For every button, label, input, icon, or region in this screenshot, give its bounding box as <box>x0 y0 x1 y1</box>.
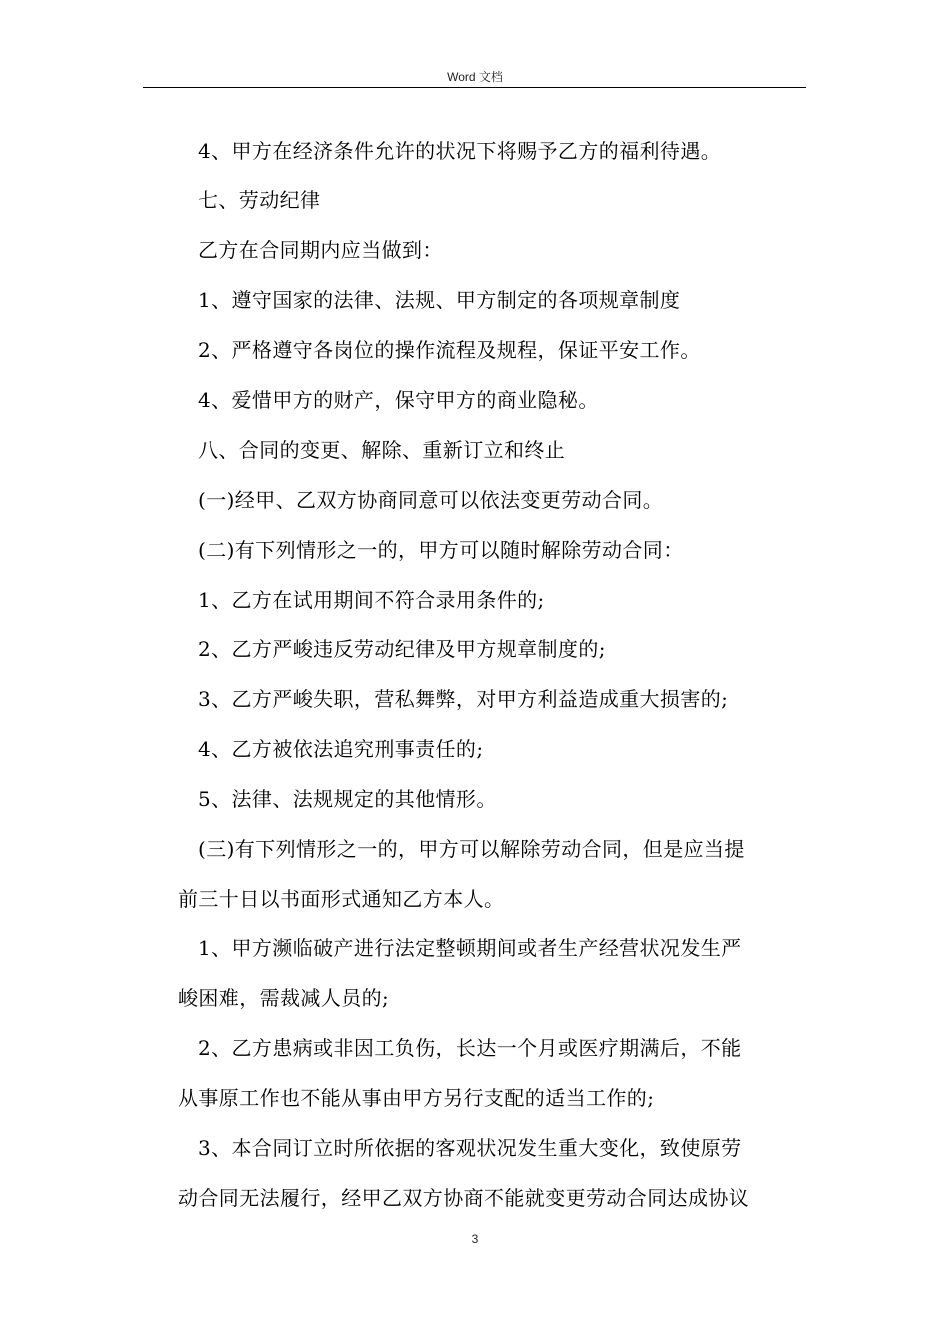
paragraph: (三)有下列情形之一的，甲方可以解除劳动合同，但是应当提 <box>198 837 745 861</box>
header-divider <box>143 87 806 88</box>
page-number: 3 <box>471 1232 479 1246</box>
paragraph: 5、法律、法规规定的其他情形。 <box>198 787 497 811</box>
paragraph-continuation: 前三十日以书面形式通知乙方本人。 <box>178 887 505 911</box>
paragraph: 3、乙方严峻失职，营私舞弊，对甲方利益造成重大损害的; <box>198 687 729 711</box>
paragraph-continuation: 峻困难，需裁减人员的; <box>178 986 390 1010</box>
paragraph: 4、甲方在经济条件允许的状况下将赐予乙方的福利待遇。 <box>198 139 722 163</box>
paragraph: 2、乙方患病或非因工负伤，长达一个月或医疗期满后，不能 <box>198 1036 742 1060</box>
header-title: Word 文档 <box>447 70 503 84</box>
paragraph: 1、甲方濒临破产进行法定整顿期间或者生产经营状况发生严 <box>198 936 742 960</box>
paragraph: 2、严格遵守各岗位的操作流程及规程，保证平安工作。 <box>198 338 701 362</box>
paragraph: 4、乙方被依法追究刑事责任的; <box>198 737 484 761</box>
paragraph-continuation: 从事原工作也不能从事由甲方另行支配的适当工作的; <box>178 1086 655 1110</box>
paragraph: 2、乙方严峻违反劳动纪律及甲方规章制度的; <box>198 637 606 661</box>
paragraph: (一)经甲、乙双方协商同意可以依法变更劳动合同。 <box>198 488 664 512</box>
paragraph: 1、遵守国家的法律、法规、甲方制定的各项规章制度 <box>198 288 681 312</box>
paragraph: 4、爱惜甲方的财产，保守甲方的商业隐秘。 <box>198 388 599 412</box>
paragraph: 1、乙方在试用期间不符合录用条件的; <box>198 588 545 612</box>
paragraph: (二)有下列情形之一的，甲方可以随时解除劳动合同： <box>198 538 684 562</box>
section-heading: 八、合同的变更、解除、重新订立和终止 <box>198 438 566 462</box>
paragraph: 3、本合同订立时所依据的客观状况发生重大变化，致使原劳 <box>198 1136 742 1160</box>
paragraph-continuation: 动合同无法履行，经甲乙双方协商不能就变更劳动合同达成协议 <box>178 1186 750 1210</box>
paragraph: 乙方在合同期内应当做到： <box>198 238 443 262</box>
section-heading: 七、劳动纪律 <box>198 188 321 212</box>
